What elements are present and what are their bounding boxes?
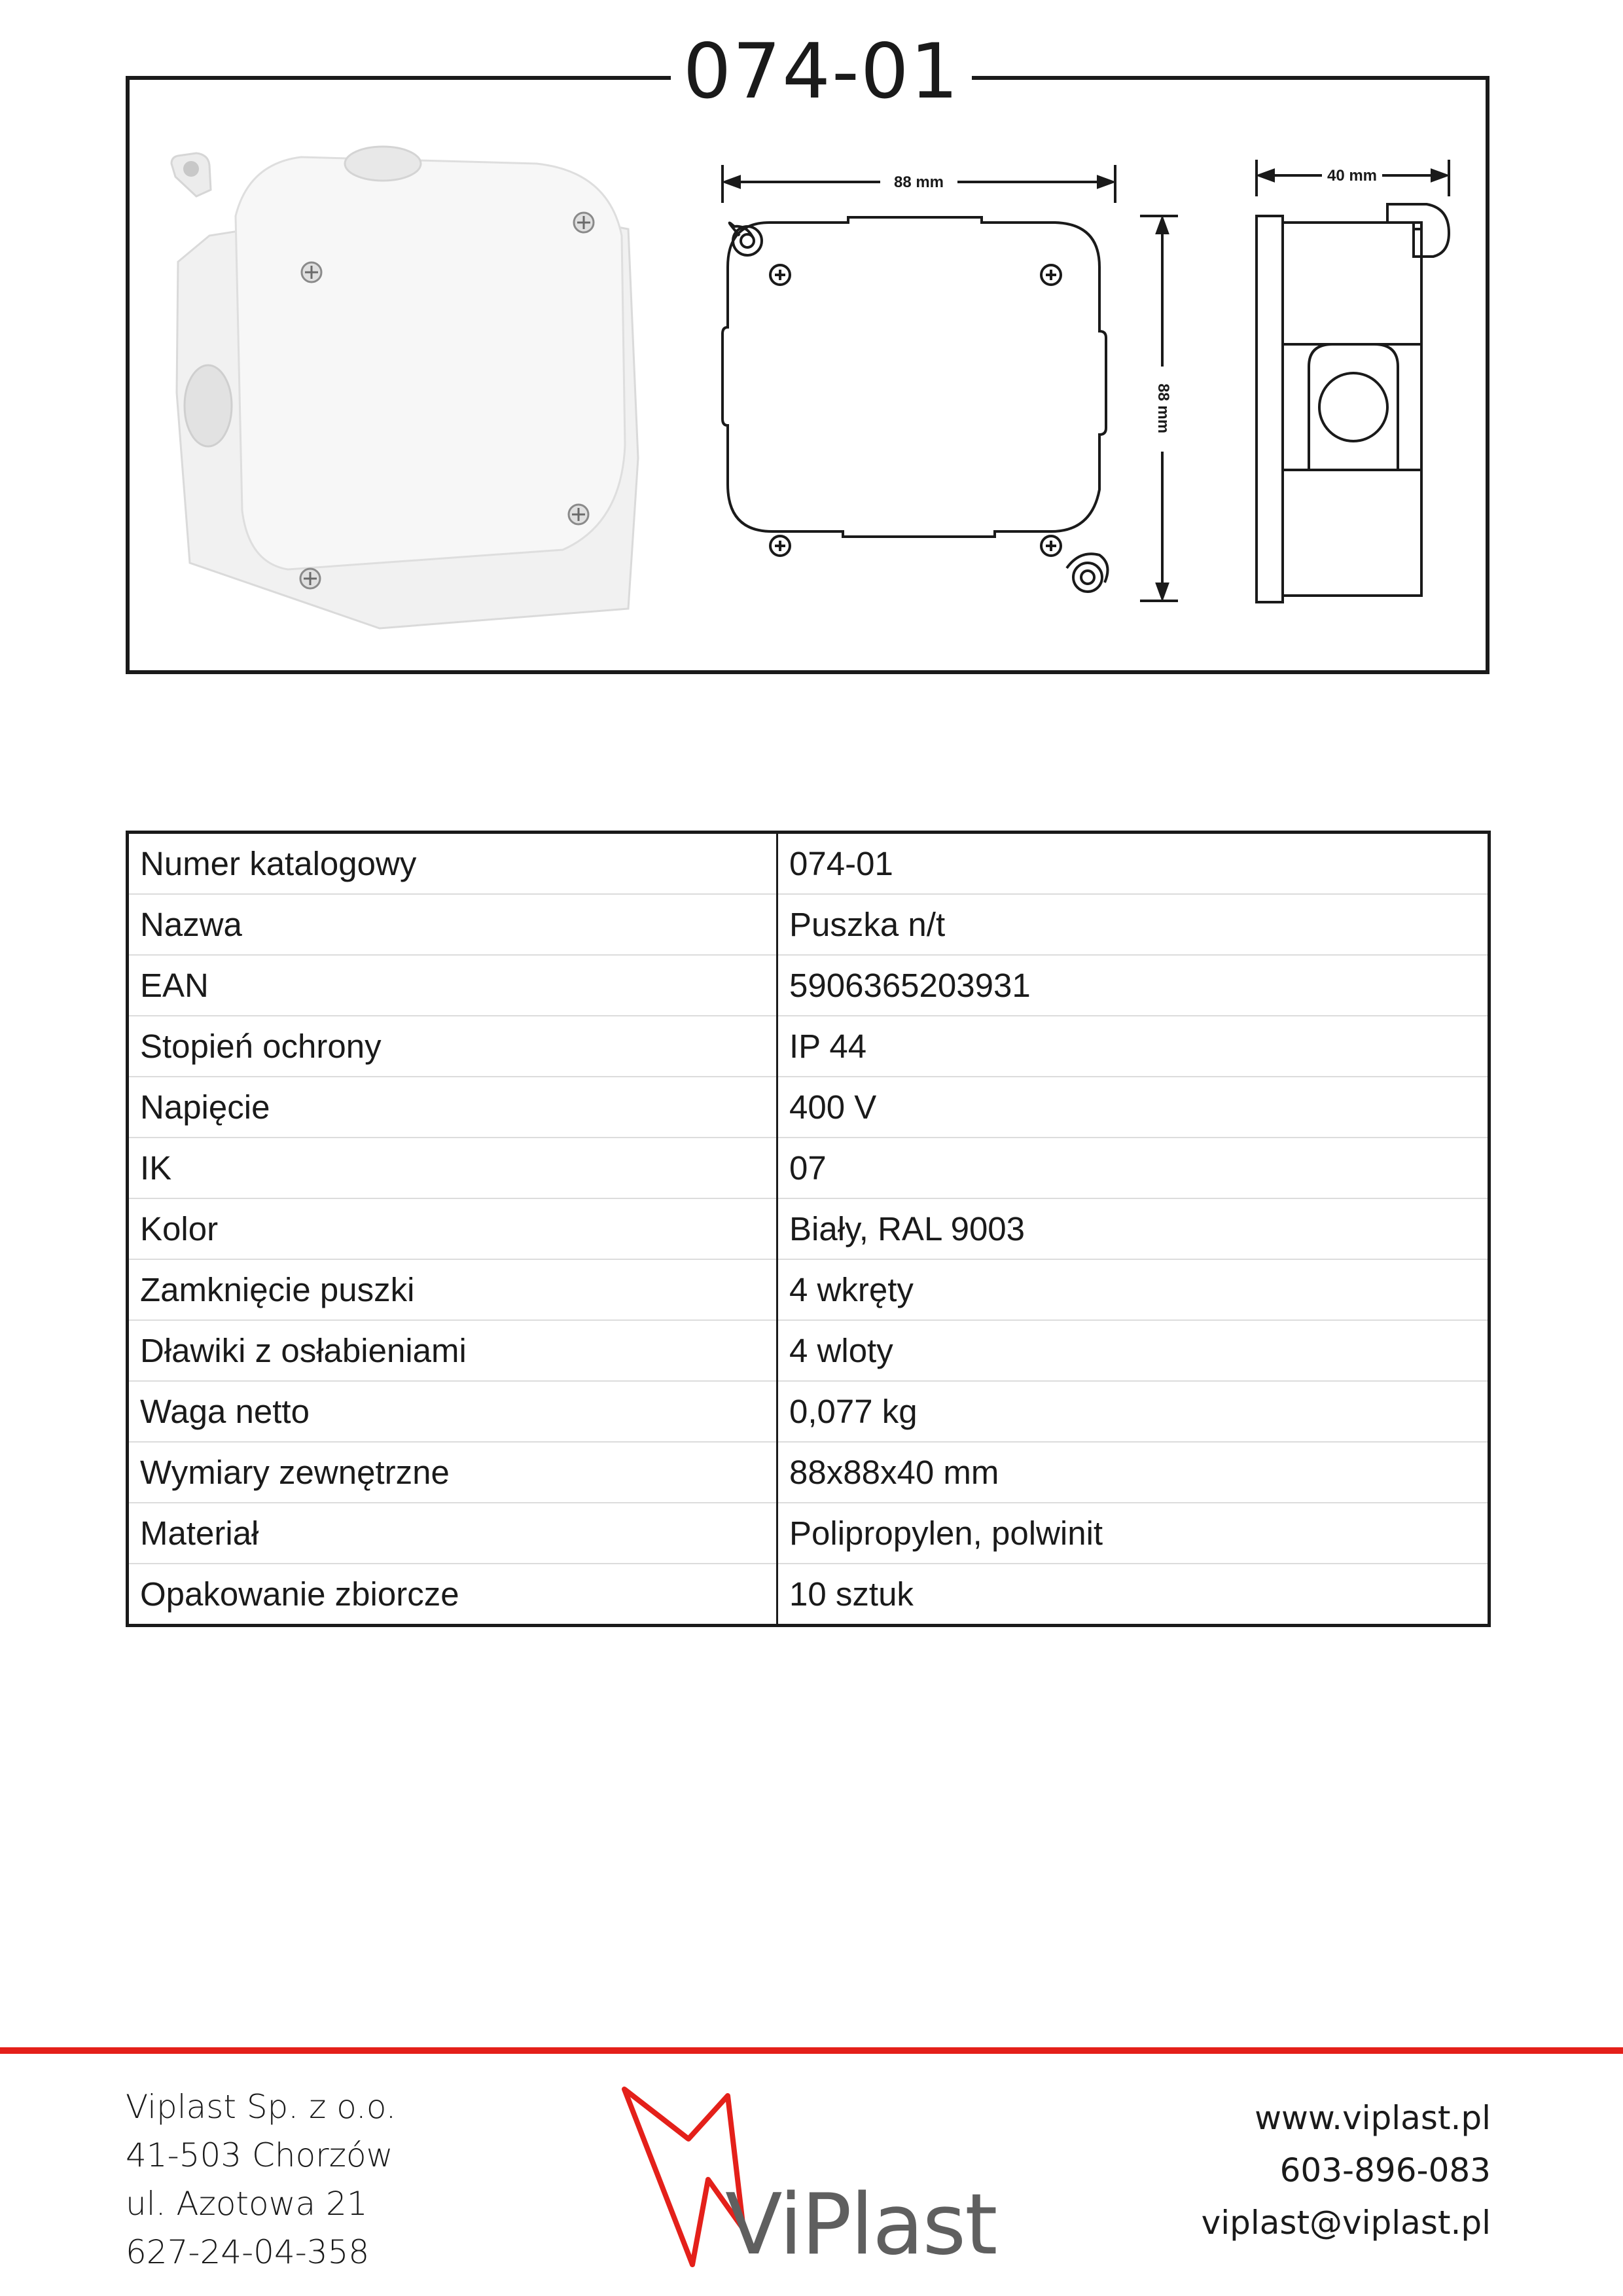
- table-row: [128, 833, 1489, 895]
- spec-value: 0,077 kg: [777, 1381, 1489, 1442]
- height-dimension-label: 88 mm: [1154, 383, 1172, 434]
- spec-value: IP 44: [777, 1016, 1489, 1077]
- spec-value: 4 wkręty: [777, 1259, 1489, 1320]
- spec-label: Dławiki z osłabieniami: [128, 1320, 777, 1381]
- table-row: [128, 1442, 1489, 1503]
- spec-label: Nazwa: [128, 894, 777, 955]
- spec-label: Numer katalogowy: [128, 833, 777, 895]
- spec-label: Zamknięcie puszki: [128, 1259, 777, 1320]
- spec-label: Opakowanie zbiorcze: [128, 1564, 777, 1626]
- logo-wordmark: ViPlast: [725, 2176, 997, 2274]
- table-row: [128, 1564, 1489, 1626]
- table-row: [128, 1503, 1489, 1564]
- spec-label: Kolor: [128, 1198, 777, 1259]
- spec-value: Polipropylen, polwinit: [777, 1503, 1489, 1564]
- front-view-drawing: [722, 165, 1178, 601]
- footer-accent-line: [0, 2047, 1623, 2054]
- table-row: [128, 1138, 1489, 1198]
- spec-value: Puszka n/t: [777, 894, 1489, 955]
- table-row: [128, 1320, 1489, 1381]
- spec-label: Waga netto: [128, 1381, 777, 1442]
- postal-city: 41-503 Chorzów: [126, 2136, 393, 2174]
- spec-value: 07: [777, 1138, 1489, 1198]
- spec-label: IK: [128, 1138, 777, 1198]
- spec-value: 4 wloty: [777, 1320, 1489, 1381]
- product-photo: [171, 147, 638, 628]
- table-row: [128, 1381, 1489, 1442]
- spec-value: Biały, RAL 9003: [777, 1198, 1489, 1259]
- spec-label: EAN: [128, 955, 777, 1016]
- phone-number: 603-896-083: [1279, 2151, 1491, 2189]
- website-link[interactable]: www.viplast.pl: [1255, 2099, 1491, 2137]
- spec-label: Materiał: [128, 1503, 777, 1564]
- page-title: 074-01: [671, 26, 972, 118]
- company-contact: [1202, 2092, 1491, 2249]
- company-phone: 627-24-04-358: [126, 2233, 370, 2271]
- product-drawings: [0, 0, 1623, 694]
- table-row: [128, 1198, 1489, 1259]
- width-dimension-label: 88 mm: [893, 173, 944, 191]
- side-view-drawing: [1257, 160, 1449, 602]
- company-address: [126, 2083, 396, 2276]
- table-row: [128, 1259, 1489, 1320]
- spec-value: 88x88x40 mm: [777, 1442, 1489, 1503]
- spec-value: 10 sztuk: [777, 1564, 1489, 1626]
- table-row: [128, 1016, 1489, 1077]
- depth-dimension-label: 40 mm: [1327, 167, 1378, 185]
- spec-value: 400 V: [777, 1077, 1489, 1138]
- spec-value: 5906365203931: [777, 955, 1489, 1016]
- company-name: Viplast Sp. z o.o.: [126, 2088, 397, 2126]
- specification-table: [126, 831, 1491, 1627]
- spec-value: 074-01: [789, 845, 893, 882]
- street: ul. Azotowa 21: [126, 2185, 368, 2223]
- table-row: [128, 955, 1489, 1016]
- spec-label: Napięcie: [128, 1077, 777, 1138]
- table-row: [128, 894, 1489, 955]
- spec-label: Wymiary zewnętrzne: [128, 1442, 777, 1503]
- spec-label: Stopień ochrony: [128, 1016, 777, 1077]
- table-row: [128, 1077, 1489, 1138]
- email-link[interactable]: viplast@viplast.pl: [1201, 2204, 1491, 2242]
